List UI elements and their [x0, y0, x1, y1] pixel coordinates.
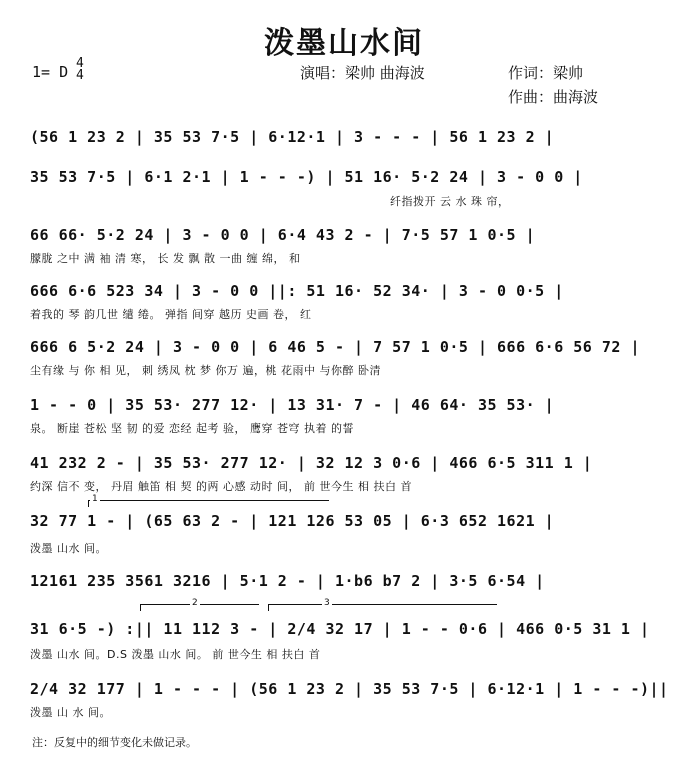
score-row-3: 66 66· 5·2 24 | 3 - 0 0 | 6·4 43 2 - | 7·5 57 1 0·5 | — [30, 226, 536, 244]
key-signature: 1= D — [32, 63, 69, 81]
score-row-11: 2/4 32 177 | 1 - - - | (56 1 23 2 | 35 53 7·5 | 6·12·1 | 1 - - -)|| — [30, 680, 669, 698]
lyric-row-6: 泉。 断崖 苍松 坚 韧 的爱 恋经 起考 验， 鹰穿 苍穹 执着 的誓 — [30, 422, 354, 435]
volta-number-3: 3 — [324, 598, 330, 608]
lyric-row-7: 约深 信不 变， 丹眉 触笛 相 契 的两 心感 动时 间， 前 世今生 相 扶白 首 — [30, 480, 412, 493]
score-row-9: 12161 235 3561 3216 | 5·1 2 - | 1·b6 b7 2 | 3·5 6·54 | — [30, 572, 545, 590]
lyric-row-2: 纤指拨开 云 水 珠 帘， — [390, 195, 510, 208]
lyric-row-5: 尘有缘 与 你 相 见， 刺 绣凤 枕 梦 你万 遍，桃 花雨中 与你醉 卧清 — [30, 364, 381, 377]
volta-bracket-1 — [88, 500, 329, 507]
volta-bracket-3 — [268, 604, 497, 611]
volta-number-2: 2 — [192, 598, 198, 608]
singer-credit: 演唱：梁帅 曲海波 — [300, 64, 425, 82]
lyric-row-10: 泼墨 山水 间。D.S 泼墨 山水 间。 前 世今生 相 扶白 首 — [30, 648, 321, 661]
footnote: 注：反复中的细节变化未做记录。 — [32, 736, 197, 749]
volta-number-1: 1 — [92, 494, 98, 504]
score-row-4: 666 6·6 523 34 | 3 - 0 0 ||: 51 16· 52 34· | 3 - 0 0·5 | — [30, 282, 564, 300]
score-row-5: 666 6 5·2 24 | 3 - 0 0 | 6 46 5 - | 7 57 1 0·5 | 666 6·6 56 72 | — [30, 338, 640, 356]
time-top: 4 — [76, 56, 84, 71]
time-bottom: 4 — [76, 68, 84, 83]
lyric-row-4: 着我的 琴 韵几世 缱 绻。 弹指 间穿 越历 史画 卷， 红 — [30, 308, 312, 321]
score-row-2: 35 53 7·5 | 6·1 2·1 | 1 - - -) | 51 16· 5·2 24 | 3 - 0 0 | — [30, 168, 583, 186]
lyric-row-11: 泼墨 山 水 间。 — [30, 706, 111, 719]
score-row-10: 31 6·5 -) :|| 11 112 3 - | 2/4 32 17 | 1 - - 0·6 | 466 0·5 31 1 | — [30, 620, 650, 638]
time-signature — [76, 58, 84, 82]
composer-credit: 作曲：曲海波 — [508, 88, 599, 106]
score-row-8: 32 77 1 - | (65 63 2 - | 121 126 53 05 | 6·3 652 1621 | — [30, 512, 555, 530]
score-row-1: (56 1 23 2 | 35 53 7·5 | 6·12·1 | 3 - - - | 56 1 23 2 | — [30, 128, 555, 146]
lyric-row-8: 泼墨 山水 间。 — [30, 542, 107, 555]
page-title: 泼墨山水间 — [264, 26, 424, 61]
score-row-6: 1 - - 0 | 35 53· 277 12· | 13 31· 7 - | 46 64· 35 53· | — [30, 396, 555, 414]
lyricist-credit: 作词：梁帅 — [508, 64, 584, 82]
score-row-7: 41 232 2 - | 35 53· 277 12· | 32 12 3 0·6 | 466 6·5 311 1 | — [30, 454, 593, 472]
lyric-row-3: 朦胧 之中 满 袖 清 寒， 长 发 飘 散 一曲 缠 绵， 和 — [30, 252, 301, 265]
